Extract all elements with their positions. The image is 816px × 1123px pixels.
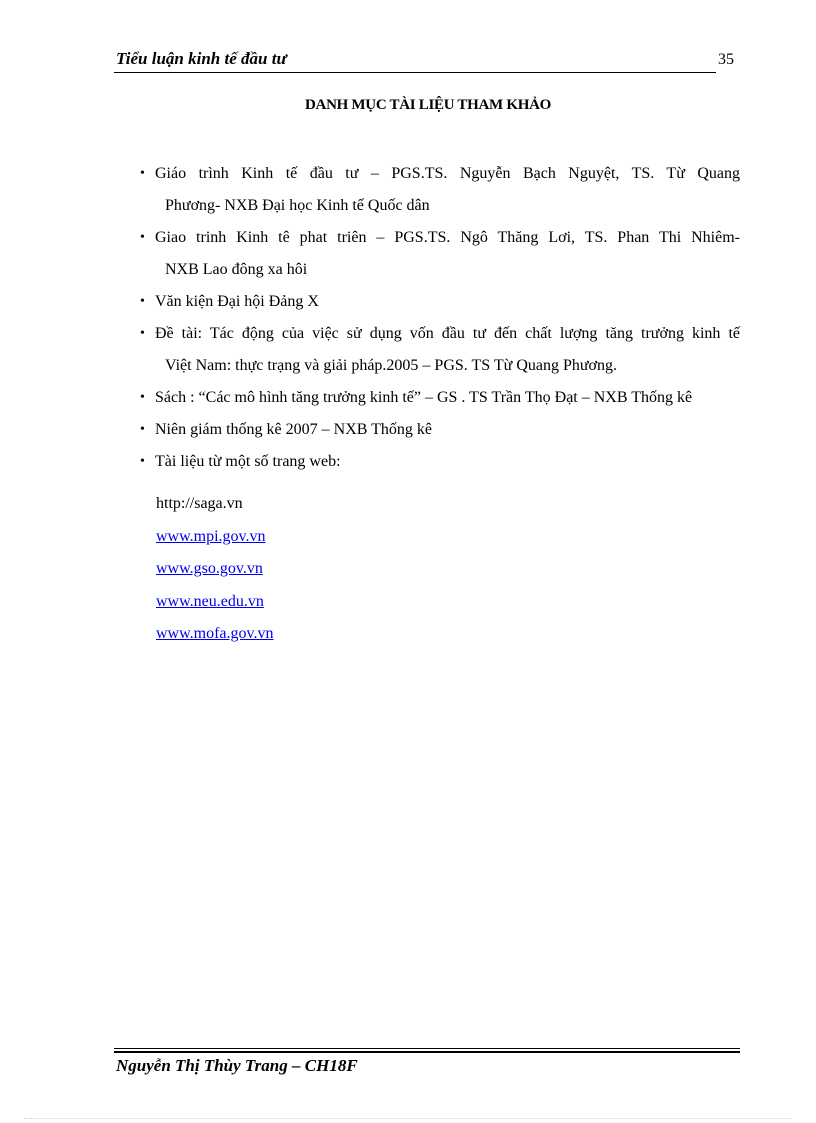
website-plain: http://saga.vn — [156, 495, 243, 512]
reference-item — [140, 382, 740, 414]
bullet-icon: • — [140, 294, 145, 309]
reference-text: Giao trinh Kinh tê phat triên – PGS.TS. Ngô Thăng Lơi, TS. Phan Thi Nhiêm- — [155, 229, 740, 246]
page-edge — [24, 1118, 792, 1119]
website-link-mpi[interactable]: www.mpi.gov.vn — [156, 527, 266, 545]
reference-item — [140, 286, 740, 318]
header-title: Tiểu luận kinh tế đầu tư — [116, 49, 287, 68]
reference-list — [140, 158, 740, 478]
reference-text: Niên giám thống kê 2007 – NXB Thống kê — [155, 421, 433, 438]
reference-text: Giáo trình Kinh tế đầu tư – PGS.TS. Nguyễn Bạch Nguyệt, TS. Từ Quang — [155, 165, 740, 182]
reference-text: Tài liệu từ một số trang web: — [155, 453, 341, 470]
reference-text-continued: Phương- NXB Đại học Kinh tế Quốc dân — [165, 197, 430, 214]
reference-text: Đề tài: Tác động của việc sử dụng vốn đầu tư đến chất lượng tăng trưởng kinh tế — [155, 325, 740, 342]
footer-rule-thin — [114, 1048, 740, 1049]
reference-item — [140, 446, 740, 478]
website-list — [156, 488, 273, 651]
bullet-icon: • — [140, 422, 145, 437]
bullet-icon: • — [140, 326, 145, 341]
bullet-icon: • — [140, 454, 145, 469]
reference-item — [140, 318, 740, 382]
reference-item — [140, 222, 740, 286]
reference-item — [140, 158, 740, 222]
reference-item — [140, 414, 740, 446]
reference-text: Văn kiện Đại hội Đảng X — [155, 293, 319, 310]
reference-text-continued: Việt Nam: thực trạng và giải pháp.2005 – PGS. TS Từ Quang Phương. — [165, 357, 617, 374]
bullet-icon: • — [140, 390, 145, 405]
footer-rule-thick — [114, 1051, 740, 1053]
page-number: 35 — [718, 51, 734, 68]
header-rule — [114, 72, 716, 73]
reference-text: Sách : “Các mô hình tăng trưởng kinh tế” – GS . TS Trần Thọ Đạt – NXB Thống kê — [155, 389, 693, 406]
bullet-icon: • — [140, 166, 145, 181]
website-link-neu[interactable]: www.neu.edu.vn — [156, 592, 264, 610]
footer-author: Nguyễn Thị Thùy Trang – CH18F — [116, 1056, 358, 1075]
website-link-gso[interactable]: www.gso.gov.vn — [156, 560, 263, 577]
page-heading: DANH MỤC TÀI LIỆU THAM KHẢO — [305, 97, 551, 113]
bullet-icon: • — [140, 230, 145, 245]
website-link-mofa[interactable]: www.mofa.gov.vn — [156, 625, 274, 642]
reference-text-continued: NXB Lao đông xa hôi — [165, 261, 308, 278]
